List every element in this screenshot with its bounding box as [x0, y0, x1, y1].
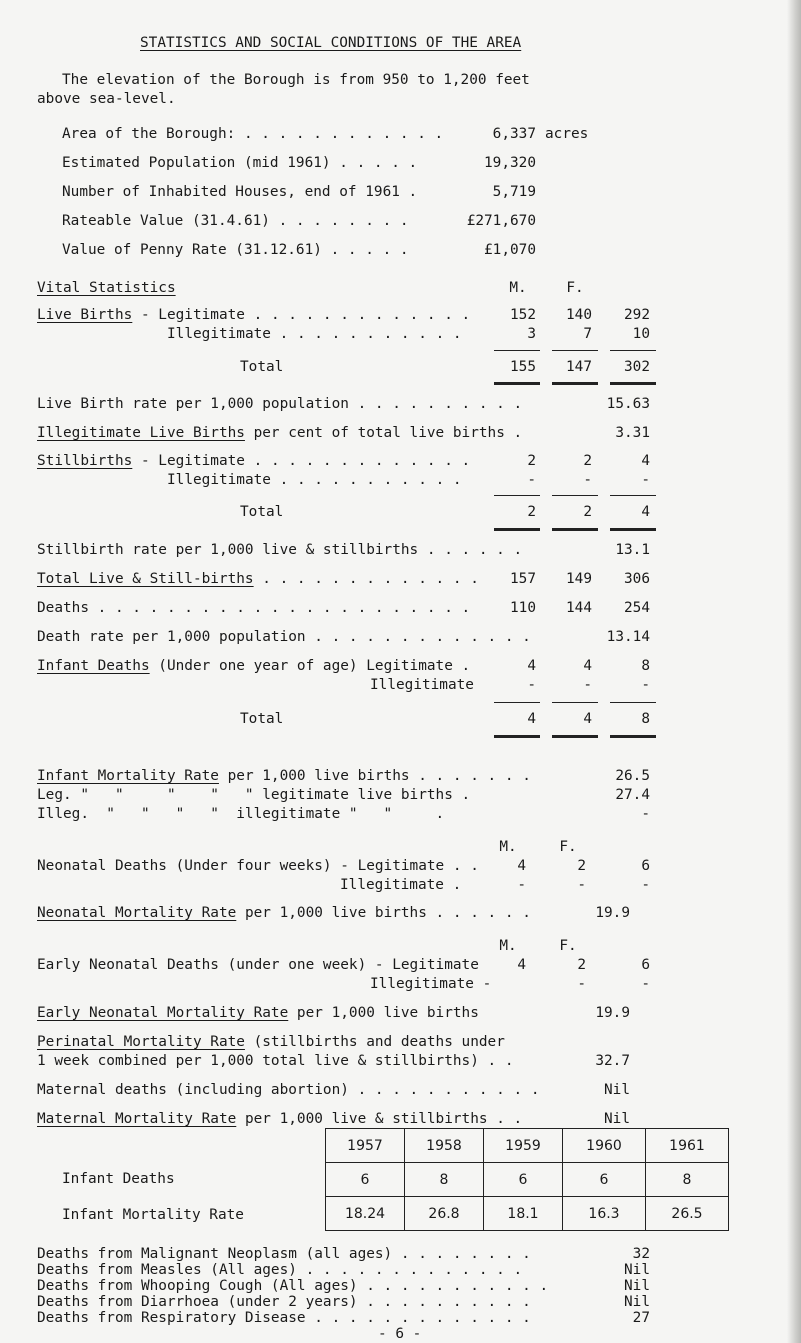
- illegit-pct-label-rest: per cent of total live births .: [244, 425, 523, 441]
- male-column-header: M.: [509, 280, 527, 296]
- divider: [610, 702, 656, 703]
- total-live-still-m: 157: [510, 571, 536, 587]
- divider: [552, 702, 598, 703]
- imr-row: [37, 767, 531, 785]
- stillbirths-total-all: 4: [641, 504, 650, 520]
- history-year: 1959: [484, 1129, 563, 1163]
- history-rate-label: Infant Mortality Rate: [62, 1207, 244, 1223]
- divider: [494, 735, 540, 738]
- infant-deaths-illegit-label: Illegitimate: [370, 677, 474, 693]
- stillbirths-illegit-f: -: [583, 472, 592, 488]
- infant-deaths-label-rest: (Under one year of age) Legitimate .: [149, 658, 471, 674]
- history-years-row: [326, 1129, 729, 1163]
- history-rate-value: 26.5: [646, 1197, 729, 1231]
- nmr-label-rest: per 1,000 live births . . . . . .: [236, 905, 531, 921]
- imr-label-rest: per 1,000 live births . . . . . . .: [218, 768, 531, 784]
- divider: [494, 495, 540, 496]
- live-births-legit-m: 152: [510, 307, 536, 323]
- early-neonatal-illegit-label: Illegitimate -: [370, 976, 492, 992]
- history-rate-value: 18.1: [484, 1197, 563, 1231]
- deaths-f: 144: [566, 600, 592, 616]
- history-rate-value: 18.24: [326, 1197, 405, 1231]
- stillbirths-total-f: 2: [583, 504, 592, 520]
- cause-value: 27: [632, 1310, 650, 1326]
- cause-value: 32: [632, 1246, 650, 1262]
- penny-rate-value: £1,070: [484, 242, 536, 258]
- cause-value: Nil: [624, 1262, 650, 1278]
- cause-label: Deaths from Whooping Cough (All ages) . . . . . . . . . . .: [37, 1278, 549, 1294]
- neonatal-illegit-total: -: [641, 877, 650, 893]
- total-live-still-label-rest: . . . . . . . . . . . . .: [253, 571, 479, 587]
- history-year: 1960: [563, 1129, 646, 1163]
- area-label: Area of the Borough: . . . . . . . . . . . .: [62, 126, 444, 142]
- live-births-label: Live Births: [37, 307, 133, 323]
- page-number: - 6 -: [378, 1326, 422, 1342]
- enmr-row: [37, 1004, 479, 1022]
- stillbirths-label: Stillbirths: [37, 453, 133, 469]
- neonatal-legit-total: 6: [641, 858, 650, 874]
- mmr-value: Nil: [604, 1111, 630, 1127]
- deaths-m: 110: [510, 600, 536, 616]
- stillbirths-legit-total: 4: [641, 453, 650, 469]
- history-rate-row: [326, 1197, 729, 1231]
- area-value: 6,337: [492, 126, 536, 142]
- rateable-value: £271,670: [466, 213, 536, 229]
- divider: [610, 495, 656, 496]
- perinatal-row: [37, 1033, 505, 1051]
- female-column-header: F.: [566, 280, 584, 296]
- divider: [610, 382, 656, 385]
- houses-value: 5,719: [492, 184, 536, 200]
- stillbirths-total-m: 2: [527, 504, 536, 520]
- divider: [610, 735, 656, 738]
- cause-label: Deaths from Diarrhoea (under 2 years) . . . . . . . . . .: [37, 1294, 531, 1310]
- cause-label: Deaths from Respiratory Disease . . . . . . . . . . . . .: [37, 1310, 531, 1326]
- infant-deaths-illegit-m: -: [527, 677, 536, 693]
- perinatal-label: Perinatal Mortality Rate: [37, 1034, 245, 1050]
- perinatal-label-line2: 1 week combined per 1,000 total live & stillbirths) . .: [37, 1053, 514, 1069]
- history-rate-value: 16.3: [563, 1197, 646, 1231]
- neonatal-legit-m: 4: [517, 858, 526, 874]
- infant-history-table: [325, 1128, 729, 1231]
- death-rate-value: 13.14: [606, 629, 650, 645]
- illegit-pct-value: 3.31: [615, 425, 650, 441]
- divider: [494, 702, 540, 703]
- neonatal-illegit-m: -: [517, 877, 526, 893]
- infant-deaths-row: [37, 657, 470, 675]
- deaths-total: 254: [624, 600, 650, 616]
- divider: [494, 350, 540, 351]
- divider: [494, 382, 540, 385]
- divider: [610, 350, 656, 351]
- stillbirths-illegit-m: -: [527, 472, 536, 488]
- houses-label: Number of Inhabited Houses, end of 1961 .: [62, 184, 418, 200]
- cause-value: Nil: [624, 1278, 650, 1294]
- enmr-value: 19.9: [595, 1005, 630, 1021]
- maternal-deaths-label: Maternal deaths (including abortion) . . . . . . . . . . .: [37, 1082, 540, 1098]
- live-births-illegit-m: 3: [527, 326, 536, 342]
- total-live-still-total: 306: [624, 571, 650, 587]
- population-label: Estimated Population (mid 1961) . . . . .: [62, 155, 418, 171]
- live-births-row: [37, 306, 470, 324]
- infant-deaths-label: Infant Deaths: [37, 658, 150, 674]
- live-births-illegit-label: Illegitimate . . . . . . . . . . .: [167, 326, 462, 342]
- male-column-header: M.: [499, 938, 517, 954]
- perinatal-label-rest: (stillbirths and deaths under: [244, 1034, 505, 1050]
- death-rate-label: Death rate per 1,000 population . . . . . . . . . . . . .: [37, 629, 531, 645]
- divider: [552, 495, 598, 496]
- neonatal-legit-f: 2: [577, 858, 586, 874]
- illegit-pct-label: Illegitimate Live Births: [37, 425, 245, 441]
- history-year: 1958: [405, 1129, 484, 1163]
- stillbirths-legit-label: - Legitimate . . . . . . . . . . . . .: [140, 453, 471, 469]
- live-births-illegit-total: 10: [632, 326, 650, 342]
- history-deaths-value: 8: [646, 1163, 729, 1197]
- infant-deaths-total-f: 4: [583, 711, 592, 727]
- live-births-total-all: 302: [624, 359, 650, 375]
- cause-value: Nil: [624, 1294, 650, 1310]
- stillbirths-illegit-label: Illegitimate . . . . . . . . . . .: [167, 472, 462, 488]
- history-year: 1957: [326, 1129, 405, 1163]
- illegit-pct-row: [37, 424, 522, 442]
- early-neonatal-legit-label: Early Neonatal Deaths (under one week) - Legitimate: [37, 957, 479, 973]
- divider: [552, 382, 598, 385]
- live-births-legit-total: 292: [624, 307, 650, 323]
- infant-deaths-legit-total: 8: [641, 658, 650, 674]
- early-neonatal-illegit-total: -: [641, 976, 650, 992]
- intro-line: The elevation of the Borough is from 950 to 1,200 feet: [62, 72, 530, 88]
- page-edge-shadow: [787, 0, 801, 1343]
- divider: [610, 528, 656, 531]
- enmr-label: Early Neonatal Mortality Rate: [37, 1005, 289, 1021]
- divider: [552, 735, 598, 738]
- neonatal-illegit-f: -: [577, 877, 586, 893]
- area-unit: acres: [545, 126, 589, 142]
- history-deaths-value: 6: [326, 1163, 405, 1197]
- divider: [552, 528, 598, 531]
- live-birth-rate-value: 15.63: [606, 396, 650, 412]
- imr-value: 26.5: [615, 768, 650, 784]
- rateable-label: Rateable Value (31.4.61) . . . . . . . .: [62, 213, 409, 229]
- female-column-header: F.: [559, 839, 577, 855]
- live-births-total-f: 147: [566, 359, 592, 375]
- male-column-header: M.: [499, 839, 517, 855]
- history-deaths-value: 6: [484, 1163, 563, 1197]
- history-deaths-label: Infant Deaths: [62, 1171, 175, 1187]
- mmr-row: [37, 1110, 522, 1128]
- imr-label: Infant Mortality Rate: [37, 768, 219, 784]
- history-rate-value: 26.8: [405, 1197, 484, 1231]
- mmr-label: Maternal Mortality Rate: [37, 1111, 237, 1127]
- infant-deaths-illegit-f: -: [583, 677, 592, 693]
- nmr-value: 19.9: [595, 905, 630, 921]
- imr-legit-value: 27.4: [615, 787, 650, 803]
- nmr-label: Neonatal Mortality Rate: [37, 905, 237, 921]
- deaths-label: Deaths . . . . . . . . . . . . . . . . . . . . . .: [37, 600, 471, 616]
- female-column-header: F.: [559, 938, 577, 954]
- stillbirths-total-label: Total: [240, 504, 284, 520]
- divider: [494, 528, 540, 531]
- page-title: STATISTICS AND SOCIAL CONDITIONS OF THE AREA: [140, 35, 522, 51]
- penny-rate-label: Value of Penny Rate (31.12.61) . . . . .: [62, 242, 409, 258]
- live-births-legit-f: 140: [566, 307, 592, 323]
- cause-label: Deaths from Measles (All ages) . . . . . . . . . . . . .: [37, 1262, 523, 1278]
- vital-statistics-heading: Vital Statistics: [37, 280, 176, 296]
- neonatal-legit-label: Neonatal Deaths (Under four weeks) - Legitimate . .: [37, 858, 479, 874]
- total-live-still-label: Total Live & Still-births: [37, 571, 254, 587]
- early-neonatal-legit-total: 6: [641, 957, 650, 973]
- imr-illegit-value: -: [641, 806, 650, 822]
- history-deaths-value: 6: [563, 1163, 646, 1197]
- maternal-deaths-value: Nil: [604, 1082, 630, 1098]
- live-births-total-m: 155: [510, 359, 536, 375]
- imr-legit-label: Leg. " " " " " legitimate live births .: [37, 787, 471, 803]
- infant-deaths-illegit-total: -: [641, 677, 650, 693]
- infant-deaths-total-label: Total: [240, 711, 284, 727]
- population-value: 19,320: [484, 155, 536, 171]
- total-live-still-f: 149: [566, 571, 592, 587]
- total-live-still-row: [37, 570, 479, 588]
- neonatal-illegit-label: Illegitimate .: [340, 877, 462, 893]
- mmr-label-rest: per 1,000 live & stillbirths . .: [236, 1111, 523, 1127]
- stillbirths-illegit-total: -: [641, 472, 650, 488]
- early-neonatal-legit-m: 4: [517, 957, 526, 973]
- infant-deaths-total-all: 8: [641, 711, 650, 727]
- imr-illegit-label: Illeg. " " " " illegitimate " " .: [37, 806, 445, 822]
- stillbirth-rate-value: 13.1: [615, 542, 650, 558]
- history-year: 1961: [646, 1129, 729, 1163]
- live-birth-rate-label: Live Birth rate per 1,000 population . . . . . . . . . .: [37, 396, 523, 412]
- live-births-total-label: Total: [240, 359, 284, 375]
- early-neonatal-illegit-f: -: [577, 976, 586, 992]
- live-births-illegit-f: 7: [583, 326, 592, 342]
- infant-deaths-total-m: 4: [527, 711, 536, 727]
- history-deaths-row: [326, 1163, 729, 1197]
- history-deaths-value: 8: [405, 1163, 484, 1197]
- perinatal-value: 32.7: [595, 1053, 630, 1069]
- stillbirth-rate-label: Stillbirth rate per 1,000 live & stillbirths . . . . . .: [37, 542, 523, 558]
- stillbirths-row: [37, 452, 470, 470]
- infant-deaths-legit-f: 4: [583, 658, 592, 674]
- enmr-label-rest: per 1,000 live births: [288, 1005, 479, 1021]
- live-births-legit-label: - Legitimate . . . . . . . . . . . . .: [140, 307, 471, 323]
- infant-deaths-legit-m: 4: [527, 658, 536, 674]
- cause-label: Deaths from Malignant Neoplasm (all ages) . . . . . . . .: [37, 1246, 531, 1262]
- early-neonatal-legit-f: 2: [577, 957, 586, 973]
- nmr-row: [37, 904, 531, 922]
- stillbirths-legit-f: 2: [583, 453, 592, 469]
- stillbirths-legit-m: 2: [527, 453, 536, 469]
- intro-line: above sea-level.: [37, 91, 176, 107]
- divider: [552, 350, 598, 351]
